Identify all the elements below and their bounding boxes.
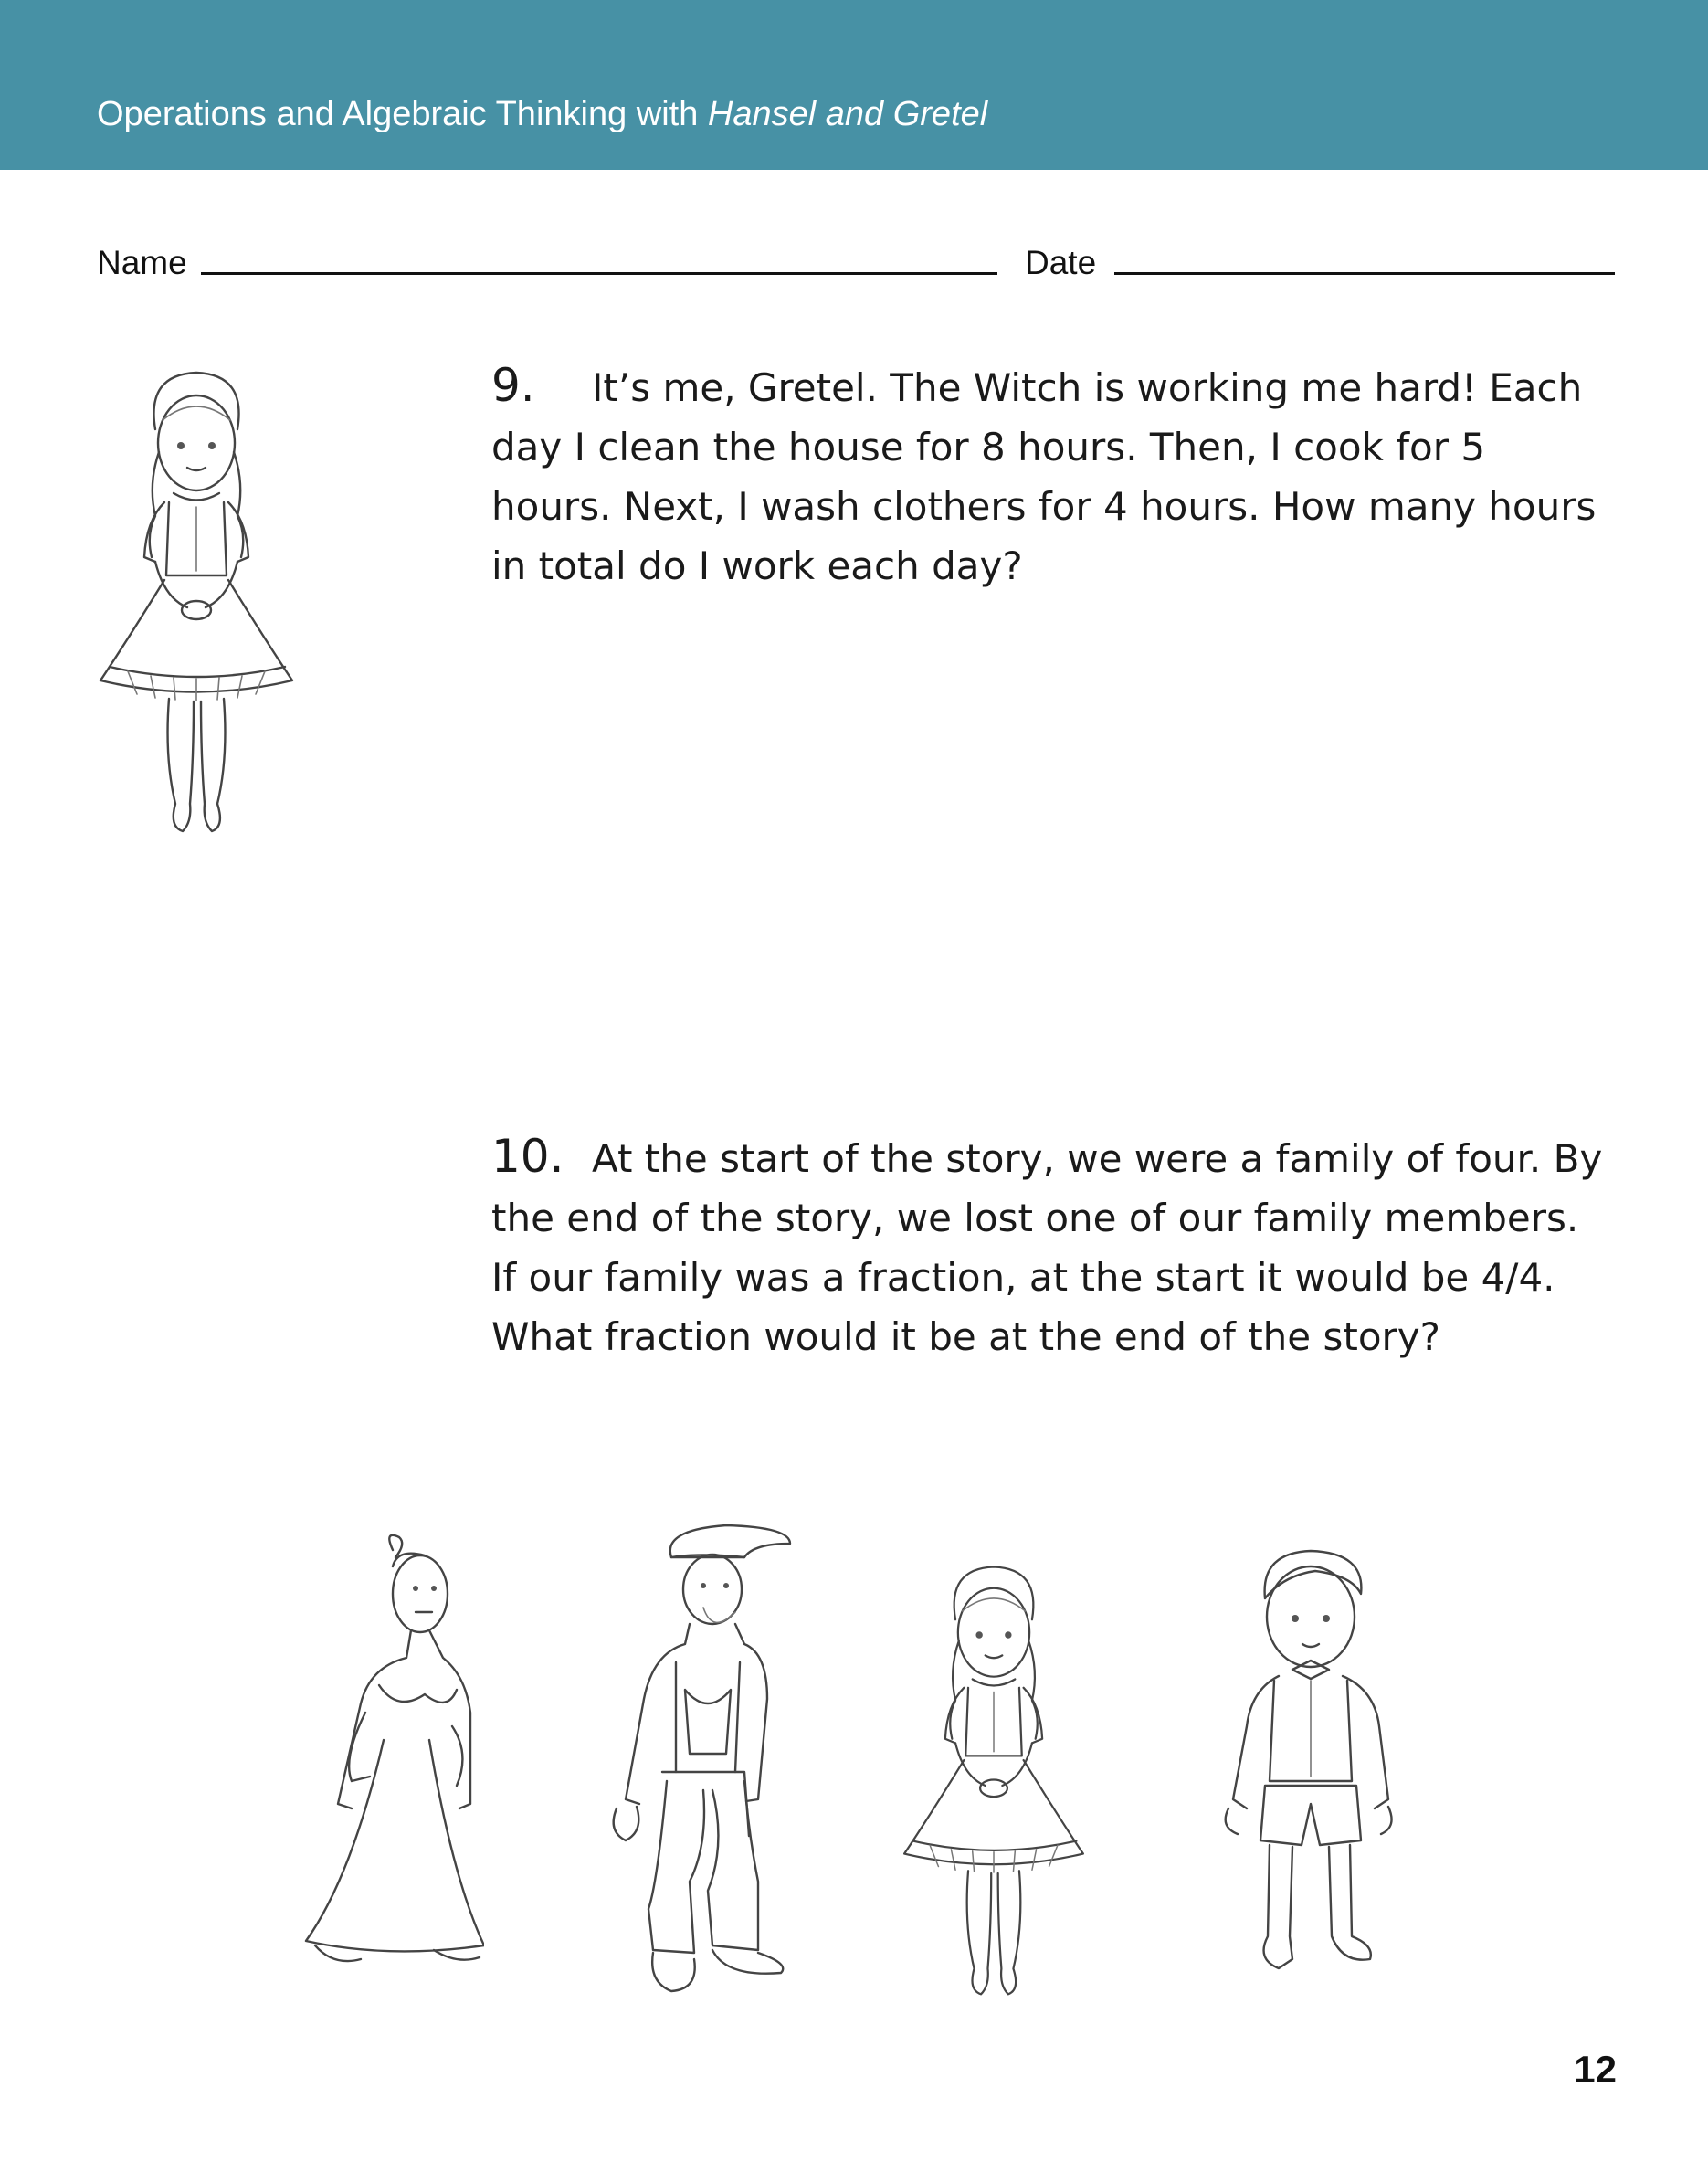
question-text: It’s me, Gretel. The Witch is working me hard! Each day I clean the house for 8 hours. Then, I cook for 5 hours. Next, I wash clothers for 4 hours. How many hours in total do I work each day? xyxy=(491,365,1597,588)
title-plain: Operations and Algebraic Thinking with xyxy=(97,95,708,133)
question-10 xyxy=(491,1127,1615,1366)
name-label: Name xyxy=(97,244,187,281)
question-number: 10. xyxy=(491,1130,564,1183)
stepmother-drawing xyxy=(297,1530,484,1996)
gretel-drawing xyxy=(91,365,301,836)
date-label: Date xyxy=(1025,244,1097,281)
page-number: 12 xyxy=(1574,2048,1617,2091)
name-field[interactable] xyxy=(201,272,997,275)
date-field[interactable] xyxy=(1114,272,1615,275)
gretel-drawing xyxy=(893,1560,1094,1998)
question-9 xyxy=(491,356,1615,596)
question-number: 9. xyxy=(491,359,535,412)
page-title xyxy=(97,95,987,134)
question-text: At the start of the story, we were a family of four. By the end of the story, we lost one of our family members. If our family was a fraction, at the start it would be 4/4. What fraction would it be at the end of the story? xyxy=(491,1136,1603,1359)
header-banner xyxy=(0,0,1708,170)
father-drawing xyxy=(598,1516,795,1996)
title-italic: Hansel and Gretel xyxy=(707,95,988,133)
hansel-drawing xyxy=(1215,1544,1402,2005)
